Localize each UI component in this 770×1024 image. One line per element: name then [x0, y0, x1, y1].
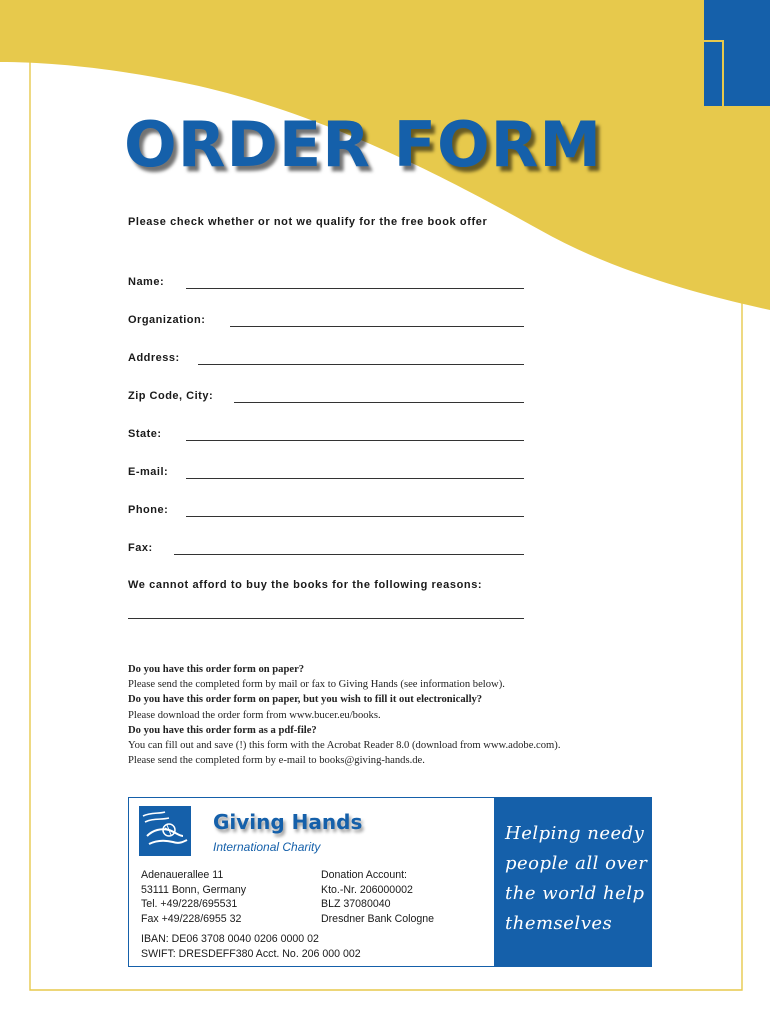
name-input-line[interactable] — [186, 288, 524, 289]
question-pdf: Do you have this order form as a pdf-file? — [128, 724, 317, 736]
phone-input-line[interactable] — [186, 516, 524, 517]
state-label: State: — [128, 428, 162, 440]
answer-email: Please send the completed form by e-mail to books@giving-hands.de. — [128, 755, 425, 767]
fax-label: Fax: — [128, 542, 153, 554]
organization-input-line[interactable] — [230, 326, 524, 327]
state-input-line[interactable] — [186, 440, 524, 441]
answer-paper: Please send the completed form by mail or fax to Giving Hands (see information below). — [128, 679, 505, 691]
org-address — [141, 868, 246, 926]
question-paper: Do you have this order form on paper? — [128, 664, 305, 675]
donation-account — [321, 868, 434, 926]
zip-city-label: Zip Code, City: — [128, 390, 214, 402]
name-field[interactable] — [128, 276, 524, 292]
address-label: Address: — [128, 352, 180, 364]
org-name: Giving Hands — [213, 810, 363, 834]
slogan-line: the world help — [505, 883, 645, 904]
slogan — [505, 819, 650, 939]
account-line: Donation Account: — [321, 869, 407, 881]
fax-field[interactable] — [128, 542, 524, 558]
email-label: E-mail: — [128, 466, 169, 478]
org-tagline: International Charity — [213, 840, 321, 854]
account-line: BLZ 37080040 — [321, 898, 391, 910]
slogan-line: Helping needy — [505, 823, 645, 844]
slogan-panel — [495, 797, 652, 967]
organization-label: Organization: — [128, 314, 206, 326]
phone-label: Phone: — [128, 504, 169, 516]
page-title: ORDER FORM — [124, 108, 603, 181]
bank-details — [141, 932, 361, 961]
phone-field[interactable] — [128, 504, 524, 520]
qualify-instruction: Please check whether or not we qualify for the free book offer — [128, 216, 488, 228]
email-input-line[interactable] — [186, 478, 524, 479]
email-field[interactable] — [128, 466, 524, 482]
organization-info-box — [128, 797, 495, 967]
swift-line: SWIFT: DRESDEFF380 Acct. No. 206 000 002 — [141, 947, 361, 960]
address-line: 53111 Bonn, Germany — [141, 883, 247, 896]
name-label: Name: — [128, 276, 165, 288]
zip-city-input-line[interactable] — [234, 402, 524, 403]
fax-input-line[interactable] — [174, 554, 524, 555]
address-line: Adenauerallee 11 — [141, 869, 224, 881]
question-electronic: Do you have this order form on paper, but you wish to fill it out electronically? — [128, 694, 483, 706]
account-line: Dresdner Bank Cologne — [321, 912, 435, 925]
instructions — [128, 662, 688, 768]
account-line: Kto.-Nr. 206000002 — [321, 883, 413, 896]
reasons-input-line[interactable] — [128, 618, 524, 619]
slogan-line: people all over — [505, 853, 648, 874]
answer-pdf: You can fill out and save (!) this form with the Acrobat Reader 8.0 (download from www.adobe.com). — [128, 740, 561, 752]
giving-hands-logo-icon — [139, 806, 191, 856]
zip-city-field[interactable] — [128, 390, 524, 406]
slogan-line: themselves — [505, 913, 613, 934]
address-line: Fax +49/228/6955 32 — [141, 912, 242, 925]
organization-field[interactable] — [128, 314, 524, 330]
state-field[interactable] — [128, 428, 524, 444]
corner-accent — [704, 40, 724, 106]
iban-line: IBAN: DE06 3708 0040 0206 0000 02 — [141, 933, 319, 945]
address-input-line[interactable] — [198, 364, 524, 365]
address-field[interactable] — [128, 352, 524, 368]
reasons-label: We cannot afford to buy the books for the following reasons: — [128, 579, 483, 591]
answer-electronic: Please download the order form from www.bucer.eu/books. — [128, 709, 381, 721]
address-line: Tel. +49/228/695531 — [141, 898, 238, 910]
